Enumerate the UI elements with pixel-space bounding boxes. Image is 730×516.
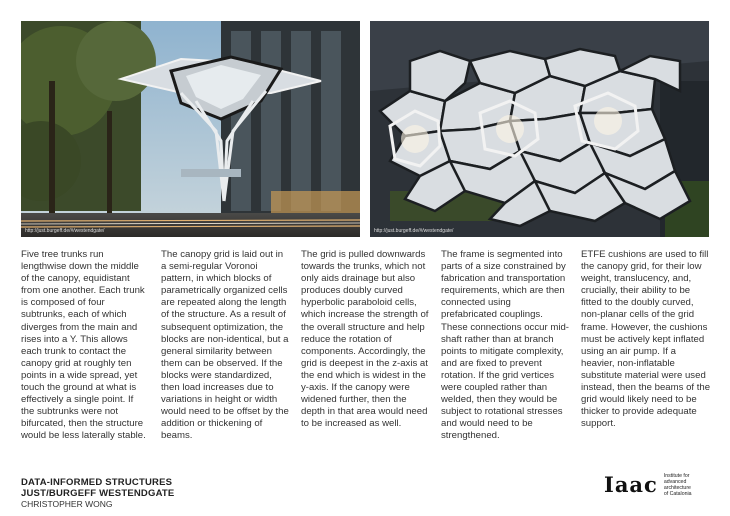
photo-credit: http://just.burgeff.de/#/westendgate/ [25,228,105,234]
footer [21,477,174,510]
text-column-grid: The canopy grid is laid out in a semi-regular Voronoi pattern, in which blocks of parametrically organized cells are repeated along the length of the structure. As a result of subsequent optimization, the blocks are non-identical, but a general similarity between them can be observed. If the blocks were standardized, then load increases due to variations in height or width would need to be offset by the addition or thickening of beams. [161,249,289,442]
project-title: JUST/BURGEFF WESTENDGATE [21,488,175,499]
iaac-logo [604,472,714,497]
text-column-frame: The frame is segmented into parts of a size constrained by fabrication and transportation requirements, which are then connected using prefabricated couplings. These connections occur mid-shaft rather than at branch points to mitigate complexity, and are fixed to prevent rotation. If the grid vertices were coupled rather than welded, then they would be subject to rotational stresses and would need to be strengthened. [441,249,569,442]
text-column-curvature: The grid is pulled downwards towards the trunks, which not only aids drainage but also produces doubly curved hyperbolic paraboloid cells, which increase the strength of the overall structure and help reduce the rotation of components. Accordingly, the grid is deepest in the z-axis at the end which is widest in the y-axis. If the canopy were widened further, then the depth in that area would need to be increased as well. [301,249,429,430]
photo-credit: http://just.burgeff.de/#/westendgate/ [374,228,454,234]
author-name: CHRISTOPHER WONG [21,499,113,509]
canopy-underside-photo [370,21,709,237]
logo-mark: Iaac [604,472,658,497]
text-column-etfe: ETFE cushions are used to fill the canopy grid, for their low weight, translucency, and, crucially, their ability to be fitted to the doubly curved, non-planar cells of the grid frame. However, the cushions must be actively kept inflated using an air pump. If a heavier, non-inflatable substitute material were used instead, then the beams of the grid would likely need to be thicker to provide adequate support. [581,249,711,430]
logo-text: Institute for advanced architecture of Catalonia [663,472,692,497]
text-column-trunks: Five tree trunks run lengthwise down the middle of the canopy, equidistant from one another. Each trunk is composed of four subtrunks, each of which diverges from the main and rises into a Y. This allows each trunk to contact the canopy grid at roughly ten points in a wide spread, yet touch the ground at what is effectively a single point. If the subtrunks were not bifurcated, then the structure would be less laterally stable. [21,249,146,442]
course-title: DATA-INFORMED STRUCTURES [21,477,173,488]
canopy-street-photo [21,21,360,237]
